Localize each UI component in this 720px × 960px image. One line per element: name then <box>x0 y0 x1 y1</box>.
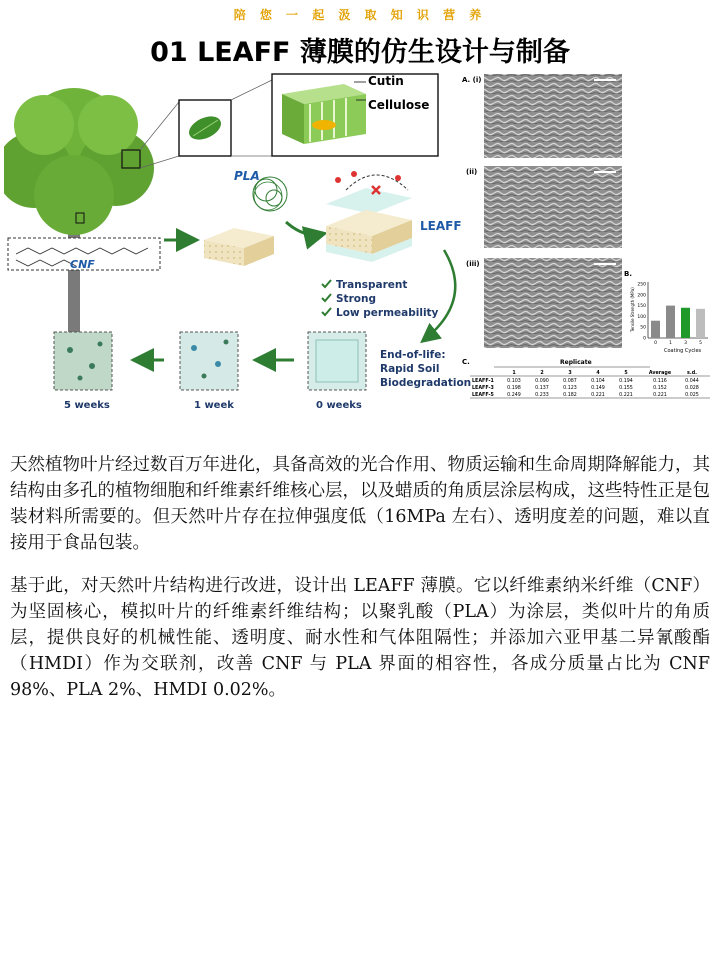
table-cell: 0.103 <box>507 379 521 384</box>
page-title: 01 LEAFF 薄膜的仿生设计与制备 <box>150 37 570 68</box>
panel-a-iii-label: (iii) <box>466 260 480 268</box>
table-cell: 0.221 <box>591 393 605 398</box>
table-cell: 0.087 <box>563 379 577 384</box>
panel-a-label: A. (i) <box>462 76 482 84</box>
degradation-stages <box>54 332 366 411</box>
table-cell: 0.198 <box>507 386 521 391</box>
b-ytick: 200 <box>637 293 646 299</box>
panel-c-table <box>462 358 710 398</box>
check-icon <box>322 280 331 287</box>
leaff-label: LEAFF <box>420 219 462 233</box>
cutin-label: Cutin <box>368 74 404 88</box>
table-col-header: 2 <box>540 371 544 376</box>
table-cell: 0.155 <box>619 386 633 391</box>
table-col-header: s.d. <box>687 371 697 376</box>
process-arrow <box>424 250 455 340</box>
eol-line: End-of-life: <box>380 349 446 361</box>
table-cell: 0.090 <box>535 379 549 384</box>
table-col-header: Average <box>648 371 672 376</box>
table-col-header: 3 <box>568 371 572 376</box>
b-ytick: 100 <box>637 314 646 320</box>
table-cell: 0.249 <box>507 393 521 398</box>
b-ytick: 50 <box>640 325 646 331</box>
table-cell: 0.221 <box>653 393 667 398</box>
table-cell: 0.152 <box>653 386 667 391</box>
panel-a-sem <box>462 74 622 348</box>
b-xlabel: Coating Cycles <box>664 348 702 354</box>
property-item: Low permeability <box>336 307 439 319</box>
check-icon <box>322 308 331 315</box>
header-banner: 陪 您 一 起 汲 取 知 识 营 养 <box>233 8 487 22</box>
table-cell: 0.044 <box>685 379 699 384</box>
eol-line: Rapid Soil <box>380 363 440 375</box>
b-xtick: 1 <box>669 341 672 346</box>
table-cell: 0.104 <box>591 379 605 384</box>
table-group-header: Replicate <box>560 359 592 366</box>
paragraph-1: 天然植物叶片经过数百万年进化，具备高效的光合作用、物质运输和生命周期降解能力，其结构由多孔的植物细胞和纤维素纤维核心层，以及蜡质的角质层涂层构成，这些特性正是包装材料所需要的。但天然叶片存在拉伸强度低（16MPa 左右）、透明度差的问题，难以直接用于食品包装。 <box>10 455 710 553</box>
panel-a-ii-label: (ii) <box>466 168 478 176</box>
panel-c-label: C. <box>462 358 470 366</box>
table-col-header: 5 <box>624 371 628 376</box>
panel-b-label: B. <box>624 270 632 278</box>
paragraph-2: 基于此，对天然叶片结构进行改进，设计出 LEAFF 薄膜。它以纤维素纳米纤维（CNF）为坚固核心，模拟叶片的纤维素纤维结构；以聚乳酸（PLA）为涂层，类似叶片的角质层，提供良好的机械性能、透明度、耐水性和气体阻隔性；并添加六亚甲基二异氰酸酯（HMDI）作为交联剂，改善 CNF 与 PLA 界面的相容性，各成分质量占比为 CNF 98%、PLA 2%、HMDI 0.02%。 <box>10 576 710 700</box>
pla-label: PLA <box>234 169 260 183</box>
cnf-block <box>204 228 274 266</box>
eol-line: Biodegradation <box>380 377 472 389</box>
stage-label: 5 weeks <box>64 400 110 411</box>
pla-coil <box>234 169 287 211</box>
cnf-molecule-box <box>8 238 160 271</box>
property-item: Transparent <box>336 279 408 291</box>
b-xtick: 3 <box>684 341 687 346</box>
table-cell: 0.194 <box>619 379 633 384</box>
properties-list <box>322 279 439 319</box>
property-item: Strong <box>336 293 376 305</box>
end-of-life-text <box>380 349 471 389</box>
table-cell: LEAFF-5 <box>472 393 494 398</box>
table-col-header: 4 <box>596 371 600 376</box>
table-cell: 0.233 <box>535 393 549 398</box>
table-col-header: 1 <box>512 371 516 376</box>
table-cell: 0.221 <box>619 393 633 398</box>
table-cell: 0.028 <box>685 386 699 391</box>
figure-svg <box>4 70 716 422</box>
stage-label: 0 weeks <box>316 400 362 411</box>
table-cell: 0.137 <box>535 386 549 391</box>
b-xtick: 0 <box>654 341 657 346</box>
b-bar <box>666 306 675 338</box>
leaf-zoom-box <box>179 80 272 156</box>
cellulose-label: Cellulose <box>368 98 430 112</box>
table-cell: 0.025 <box>685 393 699 398</box>
table-cell: 0.149 <box>591 386 605 391</box>
check-icon <box>322 294 331 301</box>
table-cell: 0.182 <box>563 393 577 398</box>
b-bar <box>696 309 705 338</box>
b-bar <box>681 308 690 338</box>
b-ylabel: Tensile Strength (MPa) <box>630 287 635 332</box>
table-cell: 0.123 <box>563 386 577 391</box>
leaf-cross-section <box>272 74 438 156</box>
leaff-film <box>326 171 462 262</box>
b-ytick: 150 <box>637 304 646 310</box>
b-ytick: 0 <box>643 336 646 342</box>
table-cell: LEAFF-1 <box>472 379 494 384</box>
stage-label: 1 week <box>194 400 234 411</box>
process-arrow <box>286 222 322 235</box>
leaff-figure <box>4 70 716 422</box>
b-ytick: 250 <box>637 282 646 288</box>
b-xtick: 5 <box>699 341 702 346</box>
table-cell: LEAFF-3 <box>472 386 494 391</box>
panel-b-chart <box>624 270 708 354</box>
cnf-label: CNF <box>70 258 95 271</box>
b-bar <box>651 321 660 338</box>
table-cell: 0.116 <box>653 379 667 384</box>
